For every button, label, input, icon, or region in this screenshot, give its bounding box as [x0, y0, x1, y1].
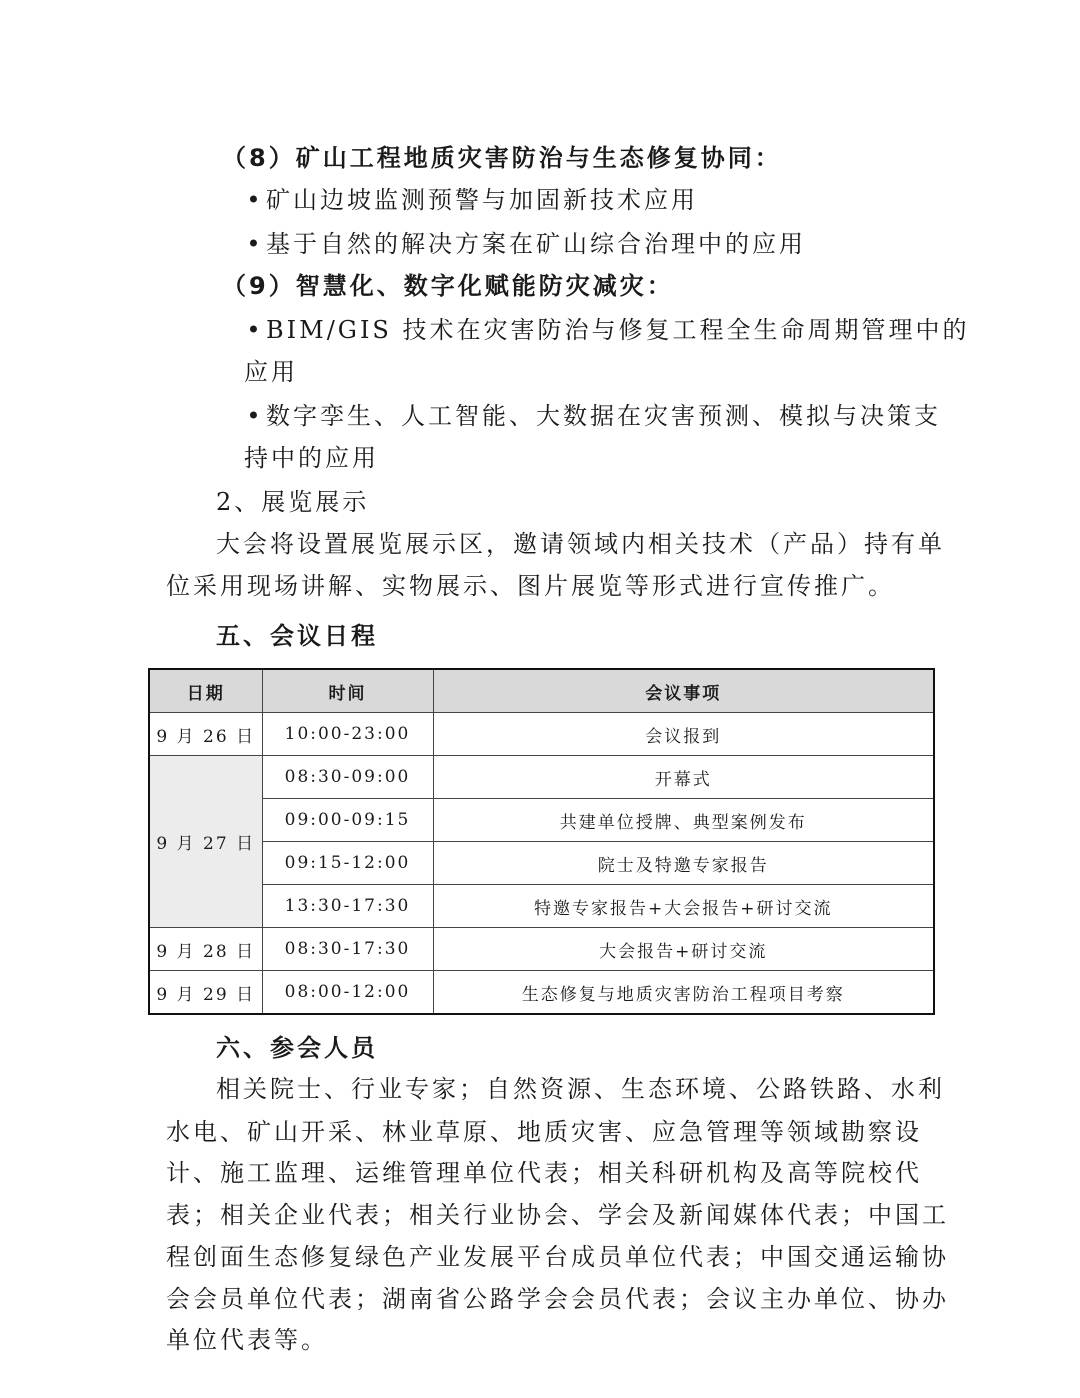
table-row — [149, 713, 934, 756]
date-cell: 9 月 26 日 — [149, 713, 262, 756]
date-cell: 9 月 28 日 — [149, 928, 262, 971]
attendees-paragraph-line: 单位代表等。 — [166, 1326, 328, 1354]
table-row — [149, 756, 934, 799]
table-row — [149, 842, 934, 885]
attendees-paragraph-line: 程创面生态修复绿色产业发展平台成员单位代表；中国交通运输协 — [166, 1243, 949, 1271]
item-cell: 院士及特邀专家报告 — [433, 842, 934, 885]
exhibition-heading: 2、展览展示 — [216, 488, 370, 516]
item-cell: 大会报告+研讨交流 — [433, 928, 934, 971]
list-item — [244, 400, 941, 432]
table-row — [149, 799, 934, 842]
schedule-heading: 五、会议日程 — [216, 622, 378, 650]
item-cell: 生态修复与地质灾害防治工程项目考察 — [433, 971, 934, 1015]
bullet-text: 矿山边坡监测预警与加固新技术应用 — [266, 186, 698, 214]
column-header-time: 时间 — [262, 669, 433, 713]
column-header-item: 会议事项 — [433, 669, 934, 713]
time-cell: 08:30-09:00 — [262, 756, 433, 799]
bullet-text: BIM/GIS 技术在灾害防治与修复工程全生命周期管理中的 — [266, 316, 970, 344]
bullet-continuation: 应用 — [244, 358, 298, 386]
time-cell: 08:30-17:30 — [262, 928, 433, 971]
time-cell: 09:00-09:15 — [262, 799, 433, 842]
attendees-paragraph-line: 相关院士、行业专家；自然资源、生态环境、公路铁路、水利 — [216, 1075, 945, 1103]
item-cell: 会议报到 — [433, 713, 934, 756]
exhibition-paragraph-line: 大会将设置展览展示区，邀请领域内相关技术（产品）持有单 — [216, 530, 945, 558]
exhibition-paragraph-line: 位采用现场讲解、实物展示、图片展览等形式进行宣传推广。 — [166, 572, 895, 600]
item9-heading: （9）智慧化、数字化赋能防灾减灾： — [222, 272, 674, 300]
bullet-text: 基于自然的解决方案在矿山综合治理中的应用 — [266, 230, 806, 258]
bullet-continuation: 持中的应用 — [244, 444, 379, 472]
bullet-icon: • — [246, 402, 264, 430]
time-cell: 08:00-12:00 — [262, 971, 433, 1015]
column-header-date: 日期 — [149, 669, 262, 713]
bullet-icon: • — [246, 186, 264, 214]
list-item — [244, 314, 970, 346]
date-cell: 9 月 29 日 — [149, 971, 262, 1015]
attendees-paragraph-line: 会会员单位代表；湖南省公路学会会员代表；会议主办单位、协办 — [166, 1285, 949, 1313]
date-cell: 9 月 27 日 — [149, 756, 262, 928]
table-row — [149, 928, 934, 971]
schedule-table — [148, 668, 935, 1015]
item-cell: 共建单位授牌、典型案例发布 — [433, 799, 934, 842]
time-cell: 09:15-12:00 — [262, 842, 433, 885]
bullet-icon: • — [246, 316, 264, 344]
attendees-paragraph-line: 计、施工监理、运维管理单位代表；相关科研机构及高等院校代 — [166, 1159, 922, 1187]
table-header-row — [149, 669, 934, 713]
item-cell: 特邀专家报告+大会报告+研讨交流 — [433, 885, 934, 928]
list-item — [244, 228, 806, 260]
bullet-text: 数字孪生、人工智能、大数据在灾害预测、模拟与决策支 — [266, 402, 941, 430]
item8-heading: （8）矿山工程地质灾害防治与生态修复协同： — [222, 144, 782, 172]
table-row — [149, 971, 934, 1015]
time-cell: 10:00-23:00 — [262, 713, 433, 756]
item-cell: 开幕式 — [433, 756, 934, 799]
attendees-paragraph-line: 表；相关企业代表；相关行业协会、学会及新闻媒体代表；中国工 — [166, 1201, 949, 1229]
attendees-heading: 六、参会人员 — [216, 1034, 378, 1062]
table-row — [149, 885, 934, 928]
attendees-paragraph-line: 水电、矿山开采、林业草原、地质灾害、应急管理等领域勘察设 — [166, 1118, 922, 1146]
bullet-icon: • — [246, 230, 264, 258]
time-cell: 13:30-17:30 — [262, 885, 433, 928]
list-item — [244, 184, 698, 216]
